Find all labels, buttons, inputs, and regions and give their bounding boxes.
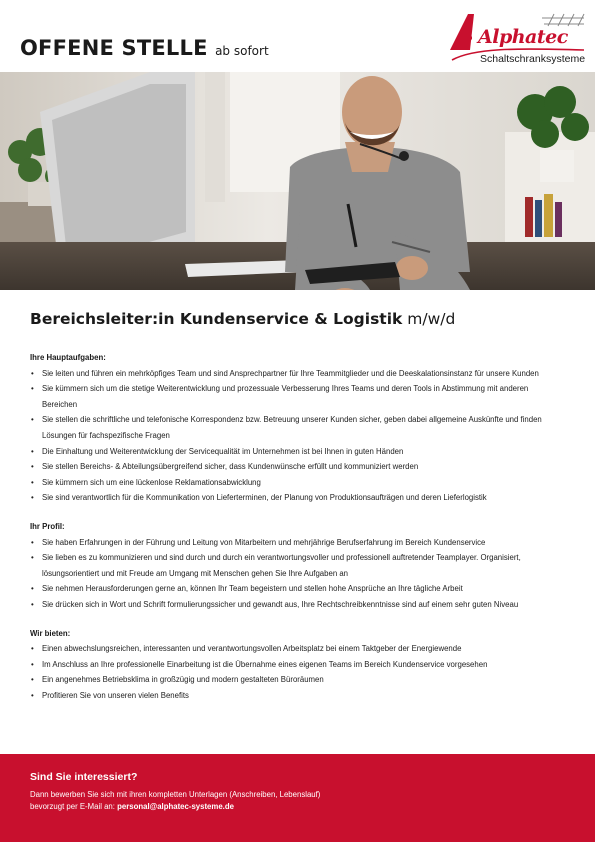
section-title-tasks: Ihre Hauptaufgaben:	[30, 353, 106, 362]
footer-title: Sind Sie interessiert?	[30, 771, 138, 783]
profile-list	[30, 535, 560, 613]
office-scene-illustration	[0, 72, 595, 290]
logo-tagline: Schaltschranksysteme	[480, 53, 586, 65]
job-title-suffix: m/w/d	[407, 310, 456, 328]
list-item: • Sie leiten und führen ein mehrköpfiges Team und sind Ansprechpartner für Ihre Teammitglieder und die Deeskalationsinstanz für unsere Kunden	[30, 366, 560, 382]
footer-email-line	[30, 802, 234, 811]
job-title	[30, 310, 455, 328]
list-item: • Sie stellen Bereichs- & Abteilungsübergreifend sicher, dass Kundenwünsche erfüllt und kommuniziert werden	[30, 459, 560, 475]
section-offer	[30, 626, 560, 704]
list-item: • Die Einhaltung und Weiterentwicklung der Servicequalität im Unternehmen ist bei Ihnen in guten Händen	[30, 444, 560, 460]
headline	[20, 36, 269, 60]
list-item: • Einen abwechslungsreichen, interessanten und verantwortungsvollen Arbeitsplatz bei einem Taktgeber der Energiewende	[30, 641, 560, 657]
email-link[interactable]: personal@alphatec-systeme.de	[117, 802, 234, 811]
section-title-profile: Ihr Profil:	[30, 521, 65, 531]
list-item: • Sie lieben es zu kommunizieren und sind durch und durch ein verantwortungsvoller und professionell auftretender Teamplayer. Organisiert, lösungsorientiert und mit Freude am Umgang mit Menschen gehen Sie Ihre Aufgaben an	[30, 550, 560, 581]
task-list	[30, 366, 560, 506]
list-item: • Sie kümmern sich um eine lückenlose Reklamationsabwicklung	[30, 475, 560, 491]
logo-wordmark: Alphatec	[478, 26, 568, 48]
job-title-text: Bereichsleiter:in Kundenservice & Logistik	[30, 310, 403, 328]
list-item: • Sie sind verantwortlich für die Kommunikation von Lieferterminen, der Planung von Produktionsaufträgen und deren Lieferlogistik	[30, 490, 560, 506]
list-item: • Sie stellen die schriftliche und telefonische Korrespondenz bzw. Betreuung unserer Kunden sicher, geben dabei allgemeine Auskünfte und finden Lösungen für fachspezifische Fragen	[30, 412, 560, 443]
footer-apply-text: Dann bewerben Sie sich mit ihren kompletten Unterlagen (Anschreiben, Lebenslauf)	[30, 790, 321, 799]
footer-email-prefix: bevorzugt per E-Mail an:	[30, 802, 115, 811]
offer-list	[30, 641, 560, 703]
list-item: • Profitieren Sie von unseren vielen Benefits	[30, 688, 560, 704]
section-title-offer: Wir bieten:	[30, 628, 71, 638]
list-item: • Sie haben Erfahrungen in der Führung und Leitung von Mitarbeitern und mehrjährige Berufserfahrung im Bereich Kundenservice	[30, 535, 560, 551]
list-item: • Ein angenehmes Betriebsklima in großzügig und modern gestalteten Büroräumen	[30, 672, 560, 688]
page-header	[0, 0, 595, 72]
list-item: • Im Anschluss an Ihre professionelle Einarbeitung ist die Übernahme eines eigenen Teams im Bereich Kundenservice vorgesehen	[30, 657, 560, 673]
list-item: • Sie drücken sich in Wort und Schrift formulierungssicher und gewandt aus, Ihre Rechtschreibkenntnisse sind auf einem sehr guten Niveau	[30, 597, 560, 613]
list-item: • Sie kümmern sich um die stetige Weiterentwicklung und prozessuale Verbesserung Ihres Teams und deren Tools in Abstimmung mit anderen Bereichen	[30, 381, 560, 412]
section-tasks	[30, 350, 560, 506]
company-logo	[444, 8, 590, 68]
hero-photo	[0, 72, 595, 290]
headline-title: OFFENE STELLE	[20, 36, 208, 60]
job-description	[30, 350, 560, 716]
contact-footer	[0, 754, 595, 842]
section-profile	[30, 519, 560, 613]
headline-suffix: ab sofort	[215, 44, 269, 58]
list-item: • Sie nehmen Herausforderungen gerne an, können Ihr Team begeistern und stellen hohe Ansprüche an Ihre tägliche Arbeit	[30, 581, 560, 597]
